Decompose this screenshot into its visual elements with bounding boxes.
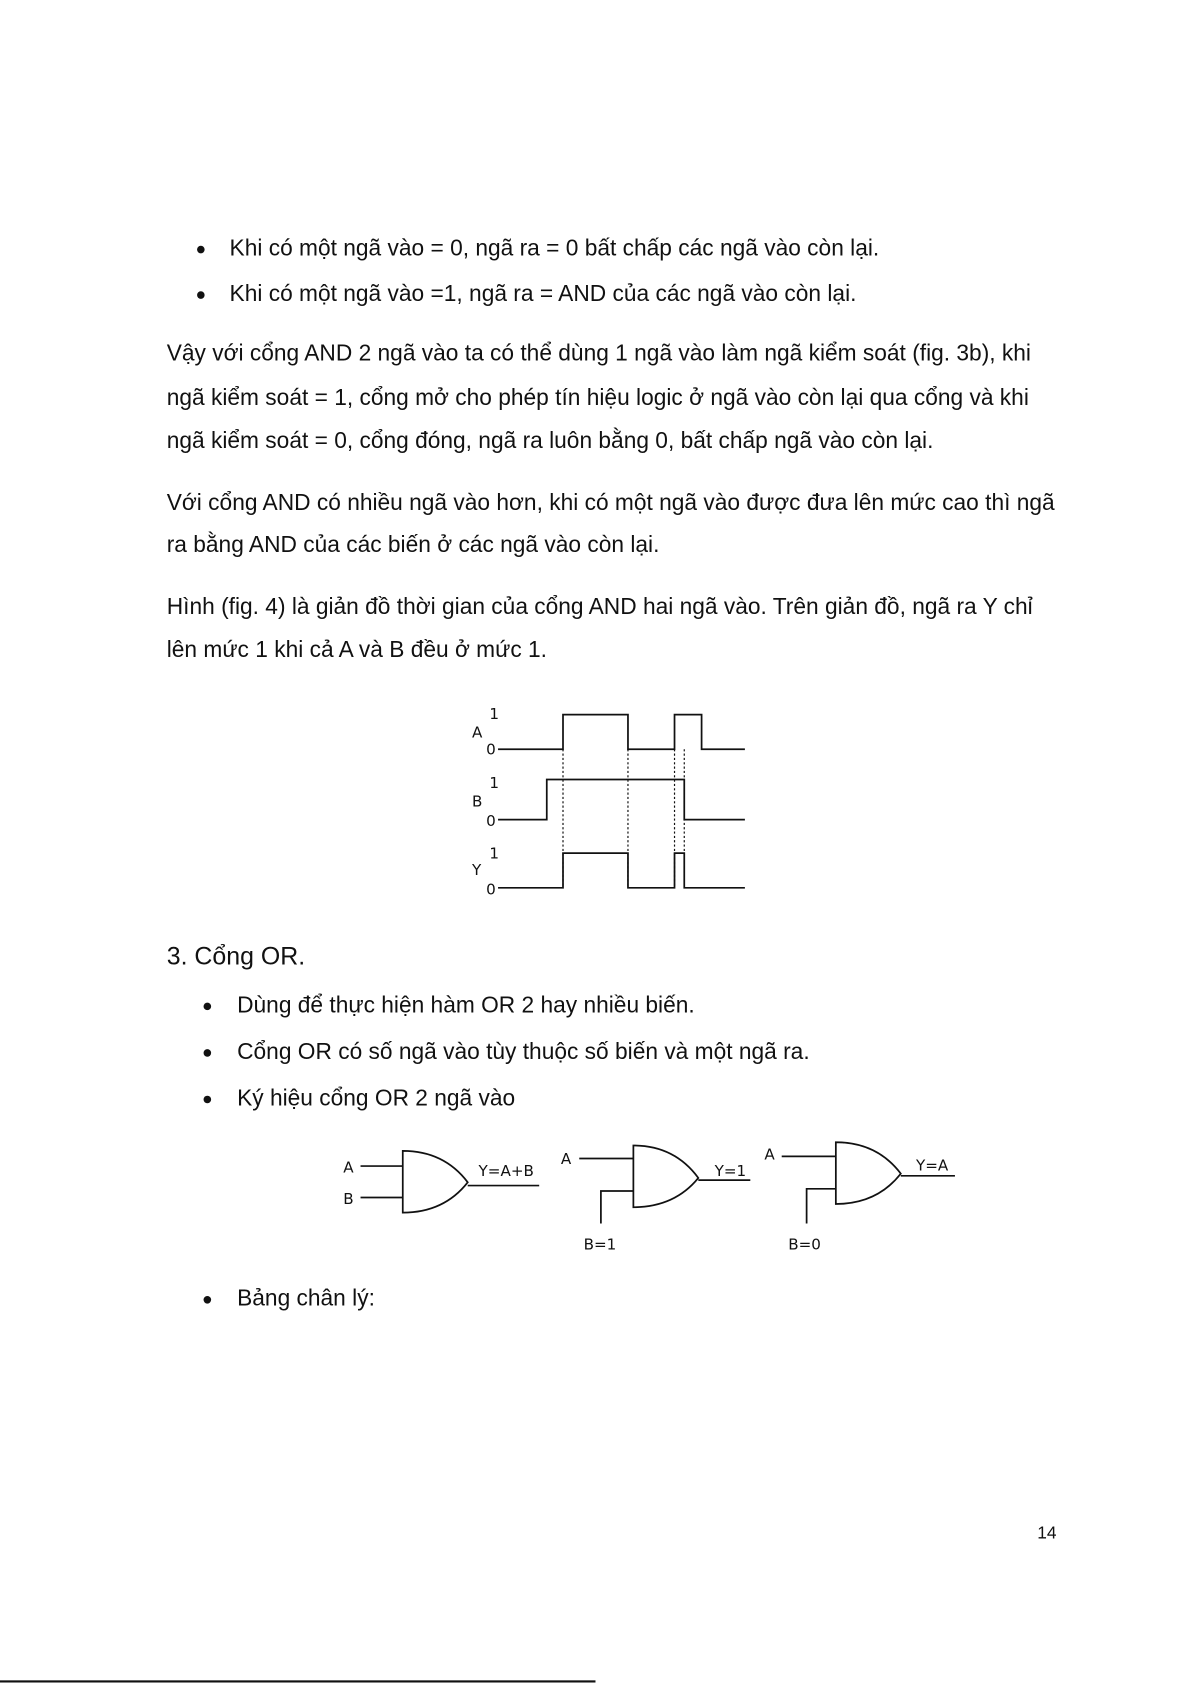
- and-bullet-1: Khi có một ngã vào = 0, ngã ra = 0 bất chấp các ngã vào còn lại.: [229, 236, 880, 261]
- gate-input-label: B: [343, 1189, 354, 1208]
- paragraph-line: lên mức 1 khi cả A và B đều ở mức 1.: [166, 637, 548, 663]
- signal-label-b: B: [472, 792, 483, 811]
- gate-input-label: A: [560, 1149, 572, 1168]
- bullet-icon: [204, 1096, 212, 1104]
- paragraph-line: ra bằng AND của các biến ở các ngã vào còn lại.: [166, 532, 660, 558]
- truth-table-bullet: Bảng chân lý:: [237, 1286, 375, 1312]
- gate-output-label: Y=1: [714, 1161, 747, 1180]
- level-1-label: 1: [489, 844, 500, 863]
- paragraph-line: ngã kiểm soát = 1, cổng mở cho phép tín hiệu logic ở ngã vào còn lại qua cổng và khi: [166, 385, 1029, 411]
- paragraph-line: Hình (fig. 4) là giản đồ thời gian của cổng AND hai ngã vào. Trên giản đồ, ngã ra Y chỉ: [166, 594, 1033, 620]
- timing-guides: [563, 749, 684, 888]
- or-bullet-2: Cổng OR có số ngã vào tùy thuộc số biến và một ngã ra.: [237, 1039, 810, 1065]
- signal-label-y: Y: [472, 860, 482, 879]
- bullet-icon: [204, 1003, 212, 1011]
- gate-output-label: Y=A+B: [478, 1161, 534, 1180]
- level-1-label: 1: [489, 704, 500, 723]
- or-gate-3: [782, 1142, 955, 1223]
- gate-input-label: A: [764, 1145, 775, 1164]
- level-0-label: 0: [486, 880, 496, 899]
- gate-input-label: B=0: [788, 1235, 821, 1254]
- or-gate-1: [361, 1151, 540, 1213]
- level-1-label: 1: [489, 774, 500, 793]
- paragraph-line: Với cổng AND có nhiều ngã vào hơn, khi có một ngã vào được đưa lên mức cao thì ngã: [166, 490, 1055, 516]
- or-bullet-3: Ký hiệu cổng OR 2 ngã vào: [237, 1085, 516, 1111]
- level-0-label: 0: [486, 812, 496, 831]
- page-number: 14: [1037, 1524, 1057, 1543]
- timing-diagram: [498, 715, 745, 888]
- bullet-icon: [204, 1049, 212, 1057]
- or-gate-2: [579, 1145, 750, 1223]
- paragraph-line: ngã kiểm soát = 0, cổng đóng, ngã ra luôn bằng 0, bất chấp ngã vào còn lại.: [166, 428, 934, 454]
- gate-input-label: B=1: [583, 1235, 617, 1254]
- gate-input-label: A: [343, 1158, 354, 1177]
- or-bullet-1: Dùng để thực hiện hàm OR 2 hay nhiều biến.: [237, 992, 695, 1018]
- bullet-icon: [204, 1296, 212, 1304]
- level-0-label: 0: [486, 740, 496, 759]
- signal-b-waveform: [498, 780, 745, 820]
- signal-y-waveform: [498, 853, 745, 888]
- gate-output-label: Y=A: [915, 1156, 949, 1175]
- signal-label-a: A: [472, 723, 483, 742]
- and-bullet-2: Khi có một ngã vào =1, ngã ra = AND của các ngã vào còn lại.: [229, 281, 857, 307]
- paragraph-line: Vậy với cổng AND 2 ngã vào ta có thể dùng 1 ngã vào làm ngã kiểm soát (fig. 3b), khi: [166, 341, 1031, 366]
- section-title: 3. Cổng OR.: [166, 941, 306, 971]
- footer-rule: [0, 1680, 595, 1682]
- signal-a-waveform: [498, 715, 745, 750]
